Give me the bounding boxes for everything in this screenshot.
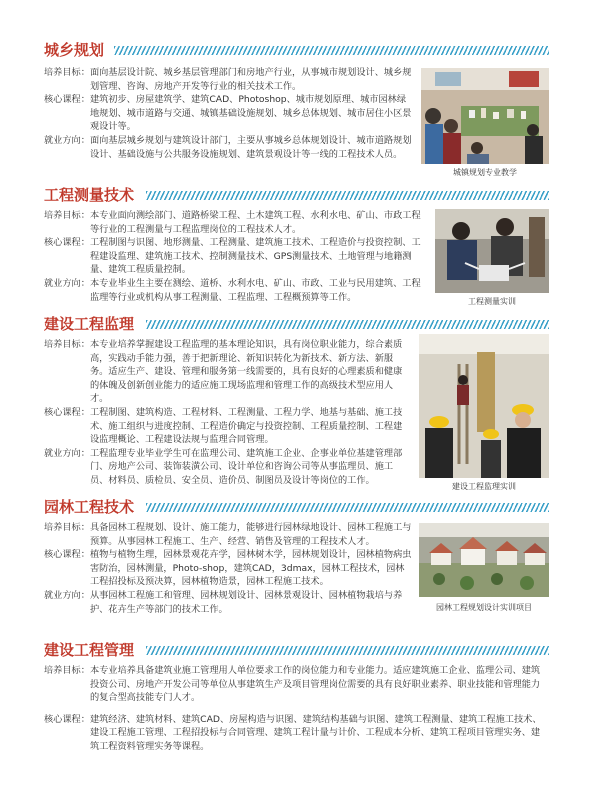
row-goal (44, 338, 404, 406)
row-goal (44, 66, 414, 93)
row-label: 就业方向： (44, 134, 90, 146)
row-text: 本专业培养具备建筑业施工管理用人单位要求工作的岗位能力和专业能力。适应建筑施工企业、监理公司、建筑投资公司、房地产开发公司等单位从事建筑生产及项目管理岗位需要的具有良好职业素养、职业技能和管理能力的复合型高技能专门人才。 (89, 665, 541, 704)
row-courses (44, 548, 412, 589)
row-text: 具备园林工程规划、设计、施工能力，能够进行园林绿地设计、园林工程施工与预算。从事园林工程施工、生产、经营、销售及管理的工程技术人才。 (89, 522, 412, 547)
row-goal (44, 521, 412, 548)
section-rows (44, 66, 414, 161)
photo-caption: 城镇规划专业教学 (453, 168, 517, 177)
section-header-stripe (114, 46, 549, 55)
row-text: 建筑经济、建筑材料、建筑CAD、房屋构造与识图、建筑结构基础与识图、建筑工程测量、建筑工程施工技术、建设工程施工管理、工程招投标与合同管理、建筑工程计量与计价、工程成本分析、建筑工程项目管理实务、建筑工程资料管理实务等课程。 (89, 713, 542, 752)
row-career (44, 589, 412, 616)
row-label: 培养目标： (44, 339, 90, 350)
section-title: 城乡规划 (44, 41, 105, 59)
photo-survey-training (435, 209, 549, 293)
row-label: 培养目标： (44, 210, 90, 221)
section-construction-supervision (44, 314, 549, 494)
row-label: 就业方向： (44, 277, 90, 289)
section-construction-management (44, 640, 549, 790)
row-text: 工程制图、建筑构造、工程材料、工程测量、工程力学、地基与基础、施工技术、施工组织与进度控制、工程造价确定与投资控制、工程质量控制、工程建设监理概论、工程建设法规与监理合同管理。 (89, 406, 403, 446)
row-career (44, 277, 422, 304)
row-label: 培养目标： (44, 522, 90, 533)
row-career (44, 134, 414, 161)
row-label: 培养目标： (44, 665, 90, 676)
photo-caption: 园林工程规划设计实训项目 (436, 603, 532, 612)
section-header (44, 497, 549, 519)
row-label: 培养目标： (44, 67, 90, 78)
row-courses (44, 93, 414, 134)
row-courses (44, 236, 422, 277)
row-goal (44, 664, 549, 705)
row-text: 本专业面向测绘部门、道路桥梁工程、土木建筑工程、水利水电、矿山、市政工程等行业的工程测量与工程监理岗位的工程技术人才。 (89, 210, 421, 235)
row-text: 工程制图与识图、地形测量、工程测量、建筑施工技术、工程造价与投资控制、工程建设监理、建筑施工技术、控制测量技术、GPS测量技术、土地管理与地籍测量、建筑工程质量控制。 (89, 237, 421, 276)
section-title: 工程测量技术 (44, 186, 135, 204)
section-header (44, 314, 549, 336)
row-label: 就业方向： (44, 589, 90, 601)
row-label: 核心课程： (44, 94, 90, 106)
row-courses (44, 713, 549, 754)
row-text: 面向基层设计院、城乡基层管理部门和房地产行业，从事城市规划设计、城乡规划管理、咨询、房地产开发等行业的相关技术工作。 (89, 67, 412, 92)
row-label: 核心课程： (44, 549, 90, 561)
section-rows (44, 338, 404, 488)
section-header-stripe (146, 320, 549, 329)
row-goal (44, 209, 422, 236)
section-header-stripe (146, 646, 549, 655)
section-rows (44, 664, 549, 754)
photo-caption: 工程测量实训 (468, 297, 516, 306)
row-label: 核心课程： (44, 406, 90, 418)
photo-caption: 建设工程监理实训 (452, 482, 516, 491)
row-label: 核心课程： (44, 237, 90, 249)
section-engineering-survey (44, 185, 549, 315)
row-text: 植物与植物生理，园林景观花卉学，园林树木学，园林规划设计，园林植物病虫害防治，园林测量，Photo-shop，建筑CAD，3dmax，园林工程技术，园林工程招投标及预决算，园林植物造景，园林工程施工技术。 (89, 549, 412, 588)
row-text: 本专业培养掌握建设工程监理的基本理论知识，具有岗位职业能力，综合素质高，实践动手能力强，善于把新理论、新知识转化为新技术、新方法、新服务。适应生产、建设、管理和服务第一线需要的，具有良好的心理素质和健康的体魄及创新创业能力的适应施工现场监理和管理工作的高级技术型应用人才。 (89, 339, 403, 405)
photo-landscape-project (419, 523, 549, 597)
section-header (44, 40, 549, 62)
section-header (44, 640, 549, 662)
row-text: 建筑初步、房屋建筑学、建筑CAD、Photoshop、城市规划原理、城市园林绿地规划、城市道路与交通、城镇基础设施规划、城乡总体规划、城市居住小区景观设计等。 (89, 94, 412, 133)
row-label: 核心课程： (44, 713, 90, 725)
section-title: 园林工程技术 (44, 498, 135, 516)
row-label: 就业方向： (44, 447, 90, 459)
section-header-stripe (146, 191, 549, 200)
section-rows (44, 521, 412, 616)
photo-supervision-training (419, 334, 549, 478)
row-courses (44, 406, 404, 447)
row-text: 本专业毕业生主要在测绘、道桥、水利水电、矿山、市政、工业与民用建筑、工程监理等行业或机构从事工程测量、工程监理、工程概预算等工作。 (89, 277, 421, 303)
section-rows (44, 209, 422, 304)
row-text: 面向基层城乡规划与建筑设计部门，主要从事城乡总体规划设计、城市道路规划设计、基础设施与公共服务设施规划、建筑景观设计等一线的工程技术人员。 (89, 134, 412, 160)
row-text: 工程监理专业毕业学生可在监理公司、建筑施工企业、企事业单位基建管理部门、房地产公司、装饰装潢公司、设计单位和咨询公司等从事监理员、施工员、材料员、质检员、安全员、造价员、制图员及设计等岗位的工作。 (89, 447, 403, 486)
section-header-stripe (146, 503, 549, 512)
row-text: 从事园林工程施工和管理、园林规划设计、园林景观设计、园林植物栽培与养护、花卉生产等部门的技术工作。 (89, 589, 403, 615)
photo-urban-planning-teaching (421, 68, 549, 164)
section-header (44, 185, 549, 207)
section-urban-planning (44, 40, 549, 180)
section-title: 建设工程管理 (44, 641, 135, 659)
section-title: 建设工程监理 (44, 315, 135, 333)
row-career (44, 447, 404, 488)
section-landscape-engineering (44, 497, 549, 617)
